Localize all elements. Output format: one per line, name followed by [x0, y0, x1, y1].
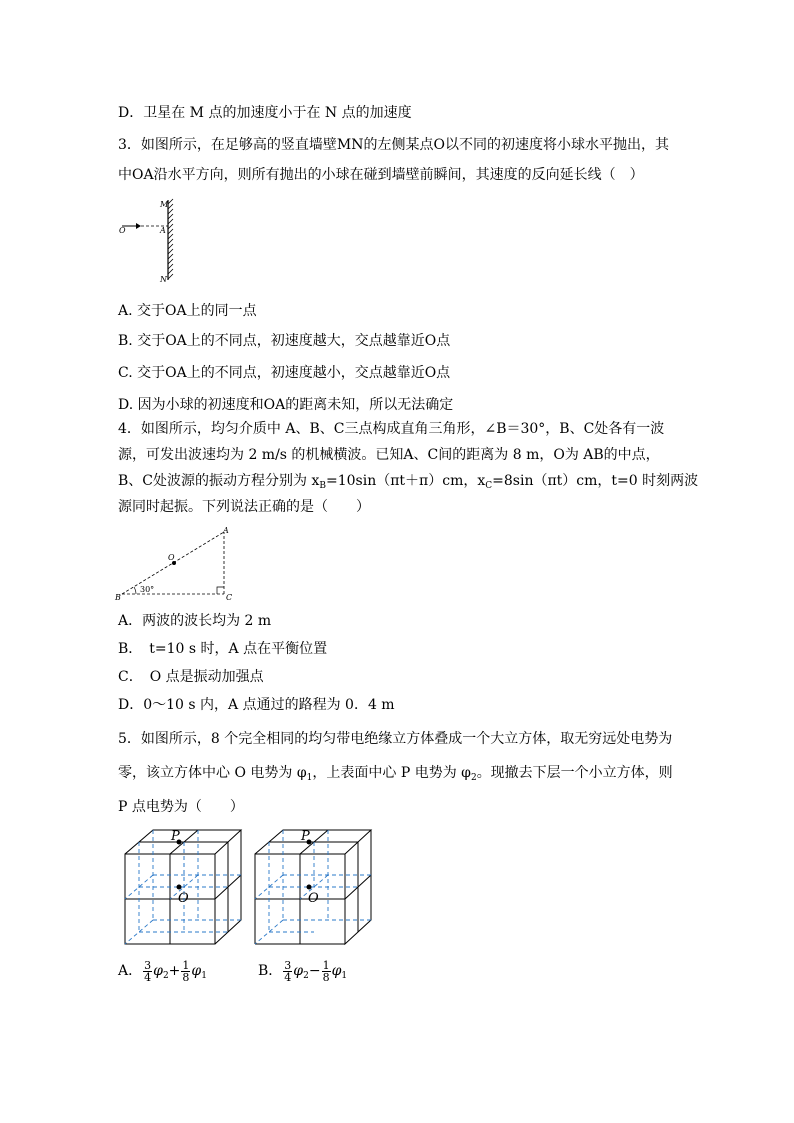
q4-label-o: O [168, 553, 175, 562]
q5-left-label-o: O [178, 891, 189, 906]
q4-stem-line4: 源同时起振。下列说法正确的是（ ） [118, 499, 370, 515]
q5-left-label-p: P [171, 829, 180, 844]
q3-wall-figure [116, 196, 186, 286]
q4-label-a: A [223, 526, 229, 535]
q5-cube-figure-removed [250, 826, 375, 948]
q4-angle-label: 30° [140, 585, 155, 594]
q5-stem-line2: 零，该立方体中心 O 电势为 $\varphi_1$，上表面中心 P 电势为 $\varphi_2$。现撤去下层一个小立方体，则 [118, 765, 673, 783]
q4-triangle-figure [114, 526, 244, 602]
q4-option-c: C． O 点是振动加强点 [118, 669, 264, 685]
q5-option-a: A． $\frac{3}{4}$ $\varphi_2+$ $\frac{1}{8}$ $\varphi_1$ [118, 958, 207, 984]
q3-option-c: C. 交于OA上的不同点，初速度越小，交点越靠近O点 [118, 365, 451, 381]
q5-stem-line1: 5．如图所示，8 个完全相同的均匀带电绝缘立方体叠成一个大立方体，取无穷远处电势为 [118, 731, 673, 747]
q4-stem-line3: B、C处波源的振动方程分别为 $x_B=10\sin(\pi t+\pi)cm$，$x_C=8\sin(\pi t)cm$，t=0 时刻两波 [118, 473, 699, 491]
q2-option-d: D．卫星在 M 点的加速度小于在 N 点的加速度 [118, 105, 412, 121]
q3-option-d: D. 因为小球的初速度和OA的距离未知，所以无法确定 [118, 397, 454, 413]
q4-stem-line2: 源，可发出波速均为 2 m/s 的机械横波。已知A、C间的距离为 8 m，O为 AB的中点， [118, 447, 660, 463]
q5-stem-line3: P 点电势为（ ） [118, 799, 244, 815]
q3-option-b: B. 交于OA上的不同点，初速度越大，交点越靠近O点 [118, 333, 451, 349]
q4-option-a: A．两波的波长均为 2 m [118, 613, 272, 629]
q3-stem-line1: 3．如图所示，在足够高的竖直墙壁MN的左侧某点O以不同的初速度将小球水平抛出，其 [118, 137, 669, 153]
q3-label-m: M [160, 200, 169, 209]
q5-option-b: B． $\frac{3}{4}$ $\varphi_2-$ $\frac{1}{8}$ $\varphi_1$ [258, 958, 348, 984]
q5-cube-figure-full [120, 826, 245, 948]
q5-right-label-o: O [308, 891, 319, 906]
q4-option-b: B． t=10 s 时，A 点在平衡位置 [118, 641, 328, 657]
q3-label-a: A [160, 226, 166, 235]
q4-label-b: B [115, 593, 121, 602]
q5-right-label-p: P [301, 829, 310, 844]
q3-option-a: A. 交于OA上的同一点 [118, 303, 257, 319]
q3-label-o: O [119, 226, 126, 235]
q4-option-d: D．0～10 s 内，A 点通过的路程为 0．4 m [118, 697, 395, 713]
q4-label-c: C [226, 593, 233, 602]
q3-stem-line2: 中OA沿水平方向，则所有抛出的小球在碰到墙壁前瞬间，其速度的反向延长线（ ） [118, 167, 644, 183]
q4-stem-line1: 4．如图所示，均匀介质中 A、B、C三点构成直角三角形，∠B＝30°，B、C处各有一波 [118, 421, 665, 437]
q3-label-n: N [160, 275, 167, 284]
